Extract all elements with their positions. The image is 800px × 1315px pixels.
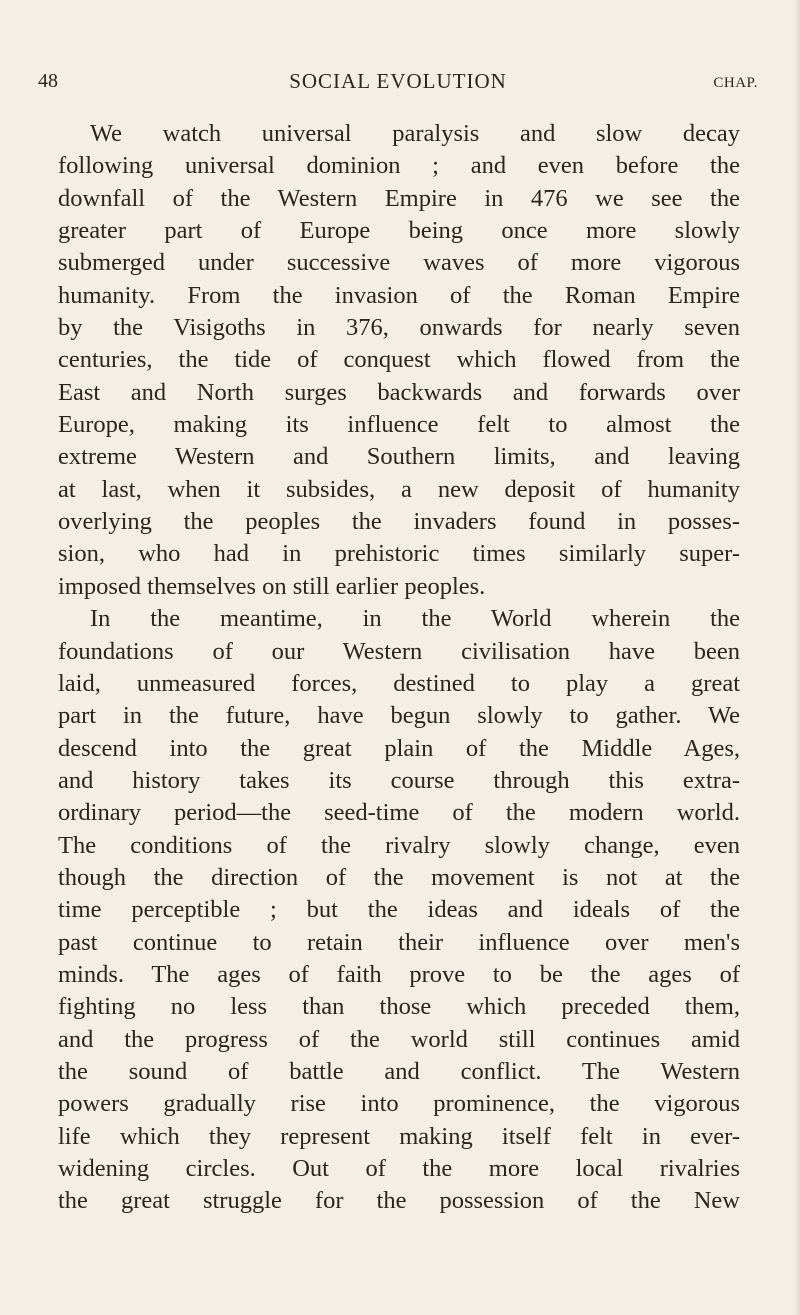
- text-line: overlying the peoples the invaders found in posses-: [58, 508, 740, 536]
- text-line: minds. The ages of faith prove to be the ages of: [58, 960, 740, 988]
- text-line: by the Visigoths in 376, onwards for nearly seven: [58, 314, 740, 342]
- text-line: past continue to retain their influence over men's: [58, 928, 740, 956]
- text-line: We watch universal paralysis and slow decay: [90, 120, 740, 147]
- text-line: following universal dominion ; and even before the: [58, 152, 740, 180]
- text-line: though the direction of the movement is not at the: [58, 863, 740, 891]
- text-line: at last, when it subsides, a new deposit of humanity: [58, 475, 740, 503]
- running-title: SOCIAL EVOLUTION: [289, 69, 507, 93]
- text-line: part in the future, have begun slowly to gather. We: [58, 702, 740, 730]
- text-line: descend into the great plain of the Middle Ages,: [58, 734, 740, 762]
- text-line: and history takes its course through this extra-: [58, 766, 740, 794]
- text-line: extreme Western and Southern limits, and leaving: [58, 443, 740, 471]
- text-line: foundations of our Western civilisation have been: [58, 637, 740, 665]
- text-line: submerged under successive waves of more vigorous: [58, 249, 740, 277]
- text-line: centuries, the tide of conquest which flowed from the: [58, 346, 740, 374]
- text-line: East and North surges backwards and forwards over: [58, 378, 740, 406]
- text-line: greater part of Europe being once more slowly: [58, 217, 740, 245]
- text-line: the sound of battle and conflict. The Western: [58, 1057, 740, 1085]
- page-edge-shadow: [794, 0, 800, 1315]
- text-line: ordinary period—the seed-time of the modern world.: [58, 799, 740, 827]
- text-line: widening circles. Out of the more local rivalries: [58, 1155, 740, 1182]
- text-line: powers gradually rise into prominence, the vigorous: [58, 1090, 740, 1118]
- text-line: imposed themselves on still earlier peoples.: [58, 572, 486, 600]
- text-line: Europe, making its influence felt to almost the: [58, 411, 740, 439]
- text-line: the great struggle for the possession of the New: [58, 1187, 740, 1215]
- text-line: sion, who had in prehistoric times similarly super-: [58, 540, 740, 568]
- body-text: [58, 118, 740, 1218]
- text-line: The conditions of the rivalry slowly change, even: [58, 831, 740, 859]
- text-line: In the meantime, in the World wherein the: [90, 605, 740, 633]
- text-line: downfall of the Western Empire in 476 we see the: [58, 184, 740, 212]
- chapter-label: CHAP.: [713, 75, 758, 91]
- text-line: life which they represent making itself felt in ever-: [58, 1122, 740, 1150]
- page-number: 48: [38, 70, 58, 92]
- text-line: fighting no less than those which preceded them,: [58, 993, 740, 1021]
- text-line: and the progress of the world still continues amid: [58, 1025, 740, 1053]
- text-line: time perceptible ; but the ideas and ideals of the: [58, 896, 740, 924]
- page-header: [38, 66, 758, 96]
- text-line: humanity. From the invasion of the Roman Empire: [58, 281, 740, 309]
- text-line: laid, unmeasured forces, destined to play a great: [58, 669, 740, 697]
